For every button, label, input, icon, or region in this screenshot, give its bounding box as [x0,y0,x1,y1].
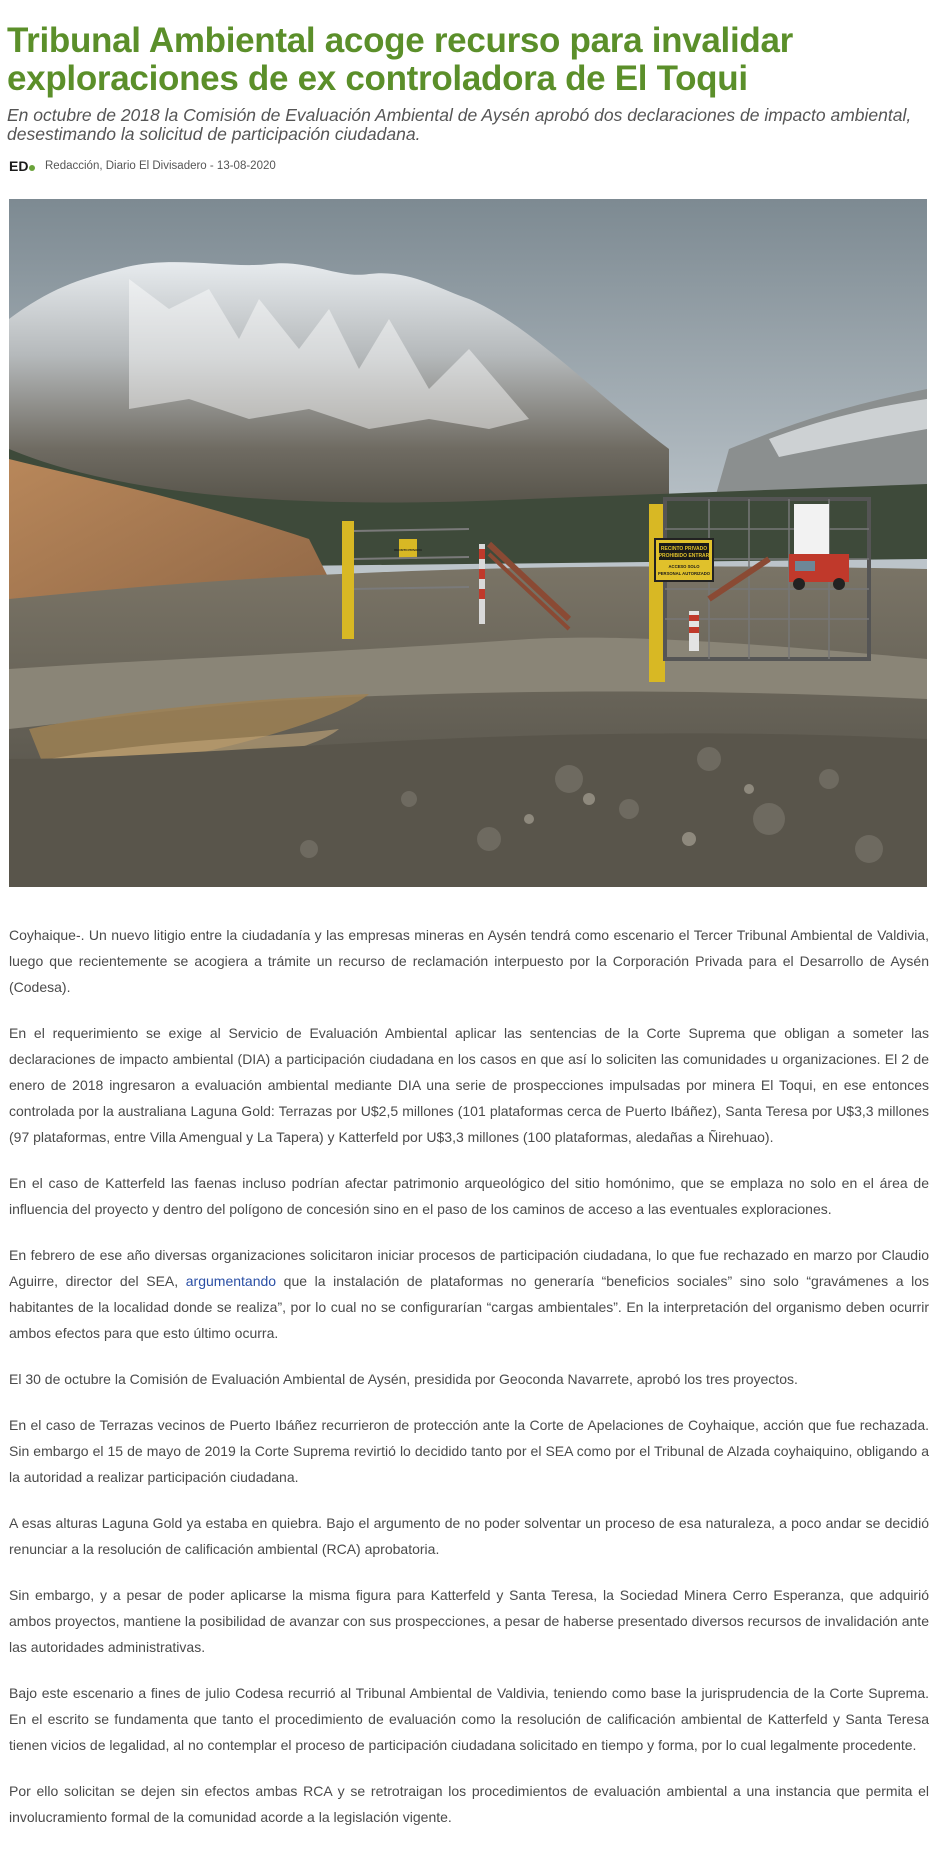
paragraph-4 [9,1242,929,1346]
gate-sign-line-4: PERSONAL AUTORIZADO [657,571,711,576]
byline [9,157,276,175]
paragraph-10: Por ello solicitan se dejen sin efectos ambas RCA y se retrotraigan los procedimientos de evaluación ambiental a una instancia que permita el involucramiento formal de la comunidad acorde a la legislación vigente. [9,1783,929,1825]
gate-sign-line-2: PROHIBIDO ENTRAR [658,553,710,559]
article-subtitle: En octubre de 2018 la Comisión de Evaluación Ambiental de Aysén aprobó dos declaraciones de impacto ambiental, desestimando la solicitud de participación ciudadana. [7,105,912,144]
paragraph-4-after: que la instalación de plataformas no generaría “beneficios sociales” sino solo “gravámenes a los habitantes de la localidad donde se realiza”, por lo cual no se configurarían “cargas ambientales”. En la interpretación del organismo deben ocurrir ambos efectos para que esto último ocurra. [9,1273,929,1341]
paragraph-8: Sin embargo, y a pesar de poder aplicarse la misma figura para Katterfeld y Santa Teresa, la Sociedad Minera Cerro Esperanza, que adquirió ambos proyectos, mantiene la posibilidad de avanzar con sus prospecciones, a pesar de haberse presentado diversos recursos de invalidación ante las autoridades administrativas. [9,1587,929,1655]
paragraph-3: En el caso de Katterfeld las faenas incluso podrían afectar patrimonio arqueológico del sitio homónimo, que se emplaza no solo en el área de influencia del proyecto y dentro del polígono de concesión sino en el paso de los caminos de acceso a las eventuales exploraciones. [9,1175,929,1217]
diario-logo-icon[interactable] [9,158,35,174]
byline-text: Redacción, Diario El Divisadero - 13-08-2020 [45,160,276,172]
gate-sign-line-3: ACCESO SOLO [668,564,700,569]
article-title: Tribunal Ambiental acoge recurso para invalidar exploraciones de ex controladora de El Toqui [7,21,793,98]
paragraph-5: El 30 de octubre la Comisión de Evaluación Ambiental de Aysén, presidida por Geoconda Navarrete, aprobó los tres proyectos. [9,1371,798,1387]
paragraph-2: En el requerimiento se exige al Servicio de Evaluación Ambiental aplicar las sentencias de la Corte Suprema que obligan a someter las declaraciones de impacto ambiental (DIA) a participación ciudadana en los casos en que así lo soliciten las comunidades u organizaciones. El 2 de enero de 2018 ingresaron a evaluación ambiental mediante DIA una serie de prospecciones impulsadas por minera El Toqui, en ese entonces controlada por la australiana Laguna Gold: Terrazas por U$2,5 millones (101 plataformas cerca de Puerto Ibáñez), Santa Teresa por U$3,3 millones (97 plataformas, entre Villa Amengual y La Tapera) y Katterfeld por U$3,3 millones (100 plataformas, aledañas a Ñirehuao). [9,1025,929,1145]
gate-sign-line-1: RECINTO PRIVADO [660,546,708,552]
paragraph-1: Coyhaique-. Un nuevo litigio entre la ciudadanía y las empresas mineras en Aysén tendrá como escenario el Tercer Tribunal Ambiental de Valdivia, luego que recientemente se acogiera a trámite un recurso de reclamación interpuesto por la Corporación Privada para el Desarrollo de Aysén (Codesa). [9,927,929,995]
paragraph-9: Bajo este escenario a fines de julio Codesa recurrió al Tribunal Ambiental de Valdivia, teniendo como base la jurisprudencia de la Corte Suprema. En el escrito se fundamenta que tanto el procedimiento de evaluación como la resolución de calificación ambiental de Katterfeld y Santa Teresa tienen vicios de legalidad, al no contemplar el proceso de participación ciudadana solicitado en tiempo y forma, por lo cual legalmente procedente. [9,1685,929,1753]
gate-small-sign-text: RECINTO PRIVADO [394,548,422,552]
article-body [9,922,929,1850]
paragraph-4-before: En febrero de ese año diversas organizaciones solicitaron iniciar procesos de participación ciudadana, lo que fue rechazado en marzo por Claudio Aguirre, director del SEA, [9,1247,929,1289]
article-photo [9,199,927,887]
paragraph-6: En el caso de Terrazas vecinos de Puerto Ibáñez recurrieron de protección ante la Corte de Apelaciones de Coyhaique, acción que fue rechazada. Sin embargo el 15 de mayo de 2019 la Corte Suprema revirtió lo decidido tanto por el SEA como por el Tribunal de Alzada coyhaiquino, obligando a la autoridad a realizar participación ciudadana. [9,1417,929,1485]
svg-text:ED: ED [9,158,29,174]
argumentando-link[interactable]: argumentando [185,1273,277,1289]
paragraph-7: A esas alturas Laguna Gold ya estaba en quiebra. Bajo el argumento de no poder solventar un proceso de esa naturaleza, a poco andar se decidió renunciar a la resolución de calificación ambiental (RCA) aprobatoria. [9,1515,929,1557]
